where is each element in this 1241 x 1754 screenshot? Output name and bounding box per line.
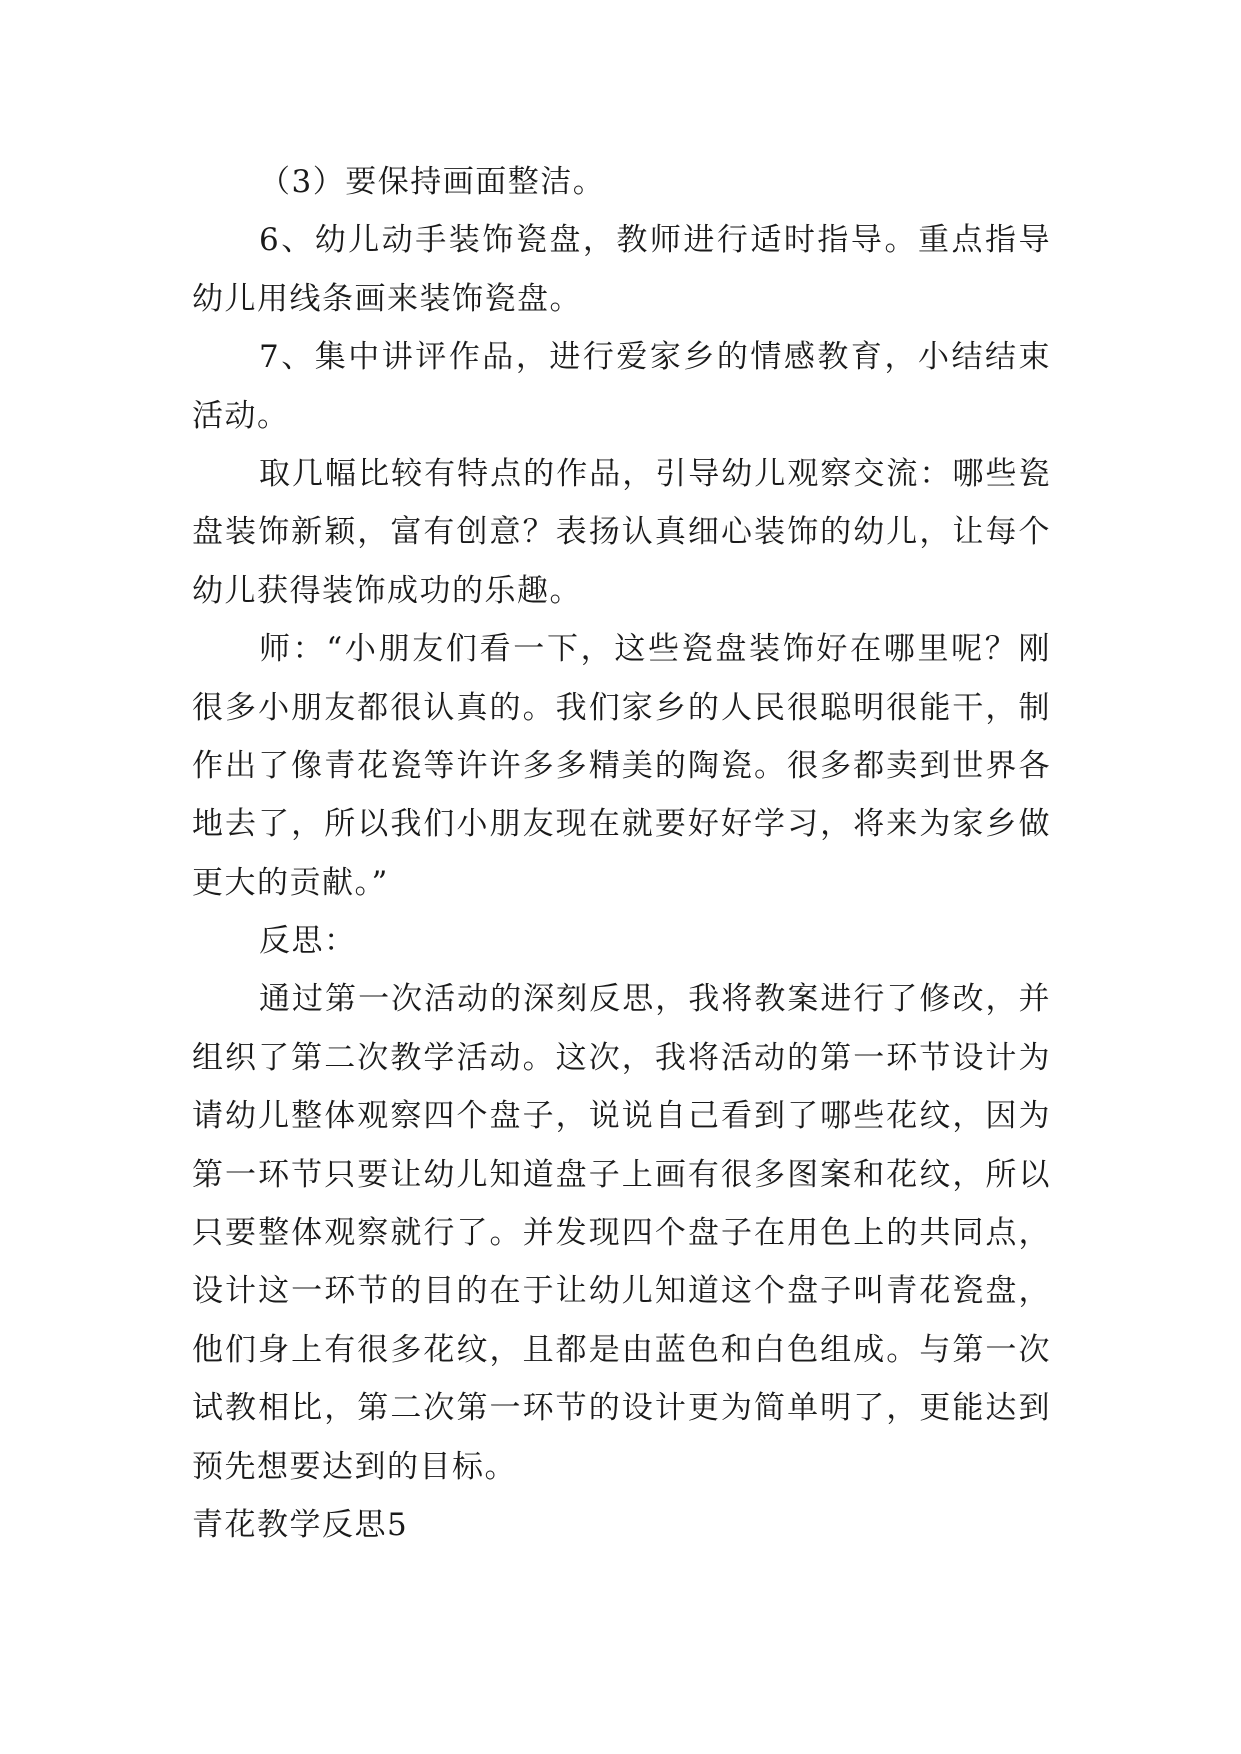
paragraph-line: 他们身上有很多花纹，且都是由蓝色和白色组成。与第一次 xyxy=(192,1331,1051,1368)
document-page xyxy=(192,153,1051,1554)
paragraph-line: 作出了像青花瓷等许许多多精美的陶瓷。很多都卖到世界各 xyxy=(192,747,1051,784)
section-heading: 青花教学反思5 xyxy=(192,1506,409,1543)
paragraph-line: 活动。 xyxy=(192,397,290,434)
paragraph-line: 幼儿用线条画来装饰瓷盘。 xyxy=(192,280,582,317)
paragraph xyxy=(192,620,1051,912)
paragraph-line: 盘装饰新颖，富有创意？表扬认真细心装饰的幼儿，让每个 xyxy=(192,514,1051,551)
paragraph-line: 只要整体观察就行了。并发现四个盘子在用色上的共同点， xyxy=(192,1215,1051,1252)
paragraph xyxy=(192,445,1051,620)
paragraph xyxy=(192,153,1051,211)
paragraph-line: 第一环节只要让幼儿知道盘子上画有很多图案和花纹，所以 xyxy=(192,1156,1051,1193)
paragraph-line: 师：“小朋友们看一下，这些瓷盘装饰好在哪里呢？刚 xyxy=(259,631,1051,668)
paragraph-line: 请幼儿整体观察四个盘子，说说自己看到了哪些花纹，因为 xyxy=(192,1098,1051,1135)
paragraph-line: 设计这一环节的目的在于让幼儿知道这个盘子叫青花瓷盘， xyxy=(192,1273,1051,1310)
paragraph-line: 很多小朋友都很认真的。我们家乡的人民很聪明很能干，制 xyxy=(192,689,1051,726)
paragraph-line: 更大的贡献。” xyxy=(192,864,389,901)
paragraph xyxy=(192,912,1051,970)
paragraph xyxy=(192,211,1051,328)
paragraph-line: 通过第一次活动的深刻反思，我将教案进行了修改，并 xyxy=(259,981,1051,1018)
paragraph-line: 预先想要达到的目标。 xyxy=(192,1448,517,1485)
paragraph-line: 反思： xyxy=(259,923,357,960)
paragraph-line: 7、集中讲评作品，进行爱家乡的情感教育，小结结束 xyxy=(259,339,1051,376)
paragraph-line: 试教相比，第二次第一环节的设计更为简单明了，更能达到 xyxy=(192,1390,1051,1427)
paragraph-line: （3）要保持画面整洁。 xyxy=(259,164,606,200)
paragraph xyxy=(192,970,1051,1496)
paragraph xyxy=(192,328,1051,445)
paragraph-line: 取几幅比较有特点的作品，引导幼儿观察交流：哪些瓷 xyxy=(259,455,1051,492)
paragraph-line: 组织了第二次教学活动。这次，我将活动的第一环节设计为 xyxy=(192,1039,1051,1076)
paragraph-line: 幼儿获得装饰成功的乐趣。 xyxy=(192,572,582,609)
paragraph-line: 地去了，所以我们小朋友现在就要好好学习，将来为家乡做 xyxy=(192,806,1051,843)
paragraph-line: 6、幼儿动手装饰瓷盘，教师进行适时指导。重点指导 xyxy=(259,222,1051,259)
